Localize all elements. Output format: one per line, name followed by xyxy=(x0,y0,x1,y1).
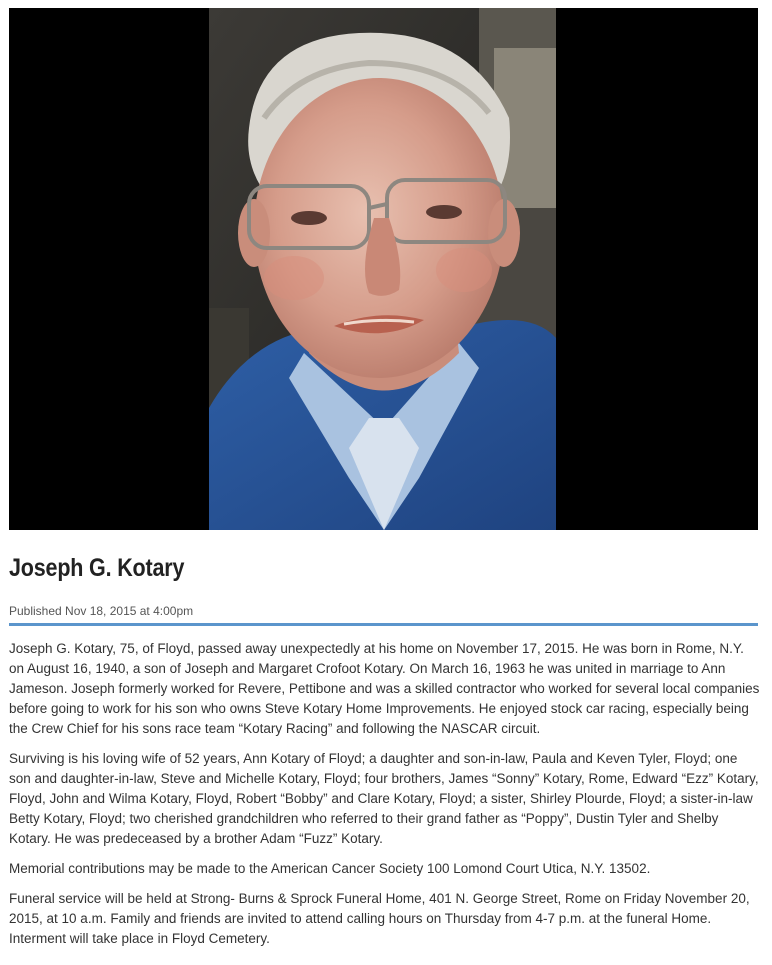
published-date: Published Nov 18, 2015 at 4:00pm xyxy=(9,604,194,618)
divider xyxy=(9,623,758,626)
paragraph: Memorial contributions may be made to the American Cancer Society 100 Lomond Court Utica, N.Y. 13502. xyxy=(9,861,651,876)
portrait-photo xyxy=(209,8,556,530)
page-title: Joseph G. Kotary xyxy=(9,554,185,582)
article-body xyxy=(9,639,761,959)
photo-frame xyxy=(9,8,758,530)
paragraph: Surviving is his loving wife of 52 years, Ann Kotary of Floyd; a daughter and son-in-law, Paula and Keven Tyler, Floyd; one son and daughter-in-law, Steve and Michelle Kotary, Floyd; four brothers, James “Sonny” Kotary, Rome, Edward “Ezz” Kotary, Floyd, John and Wilma Kotary, Floyd, Robert “Bobby” and Clare Kotary, Floyd; a sister, Shirley Plourde, Floyd; a sister-in-law Betty Kotary, Floyd; two cherished grandchildren who referred to their grand father as “Poppy”, Dustin Tyler and Shelby Kotary. He was predeceased by a brother Adam “Fuzz” Kotary. xyxy=(9,751,759,846)
paragraph: Funeral service will be held at Strong- Burns & Sprock Funeral Home, 401 N. George Street, Rome on Friday November 20, 2015, at 10 a.m. Family and friends are invited to attend calling hours on Thursday from 4-7 p.m. at the funeral Home. Interment will take place in Floyd Cemetery. xyxy=(9,891,750,946)
paragraph: Joseph G. Kotary, 75, of Floyd, passed away unexpectedly at his home on November 17, 2015. He was born in Rome, N.Y. on August 16, 1940, a son of Joseph and Margaret Crofoot Kotary. On March 16, 1963 he was united in marriage to Ann Jameson. Joseph formerly worked for Revere, Pettibone and was a skilled contractor who worked for several local companies before going to work for his son who owns Steve Kotary Home Improvements. He enjoyed stock car racing, especially being the Crew Chief for his sons race team “Kotary Racing” and following the NASCAR circuit. xyxy=(9,641,760,736)
